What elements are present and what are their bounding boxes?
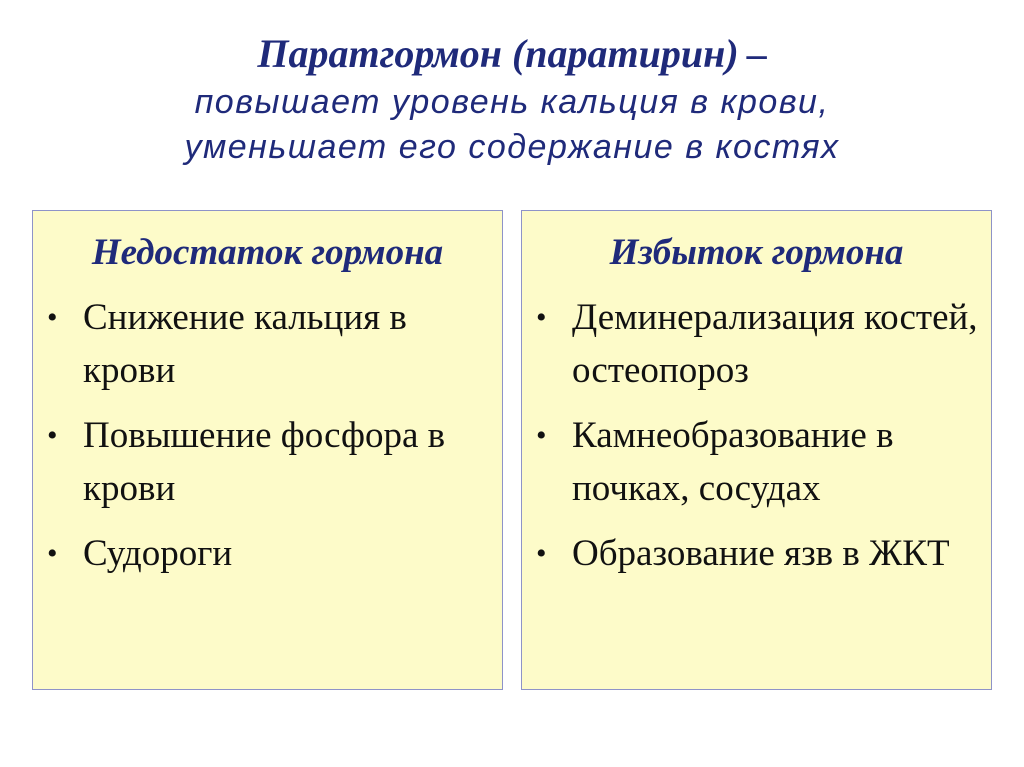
list-item — [522, 527, 991, 580]
bullet-icon: • — [47, 301, 58, 334]
list-item-text: Повышение фосфора в крови — [83, 415, 446, 509]
title-dash: – — [746, 31, 767, 76]
subtitle-line-2: уменьшает его содержание в костях — [184, 128, 840, 166]
list-item-text: Образование язв в ЖКТ — [572, 533, 950, 574]
deficiency-panel — [32, 210, 503, 690]
list-item — [33, 409, 502, 515]
list-item-text: Судороги — [83, 533, 233, 574]
deficiency-heading: Недостаток гормона — [91, 232, 444, 273]
deficiency-list — [33, 291, 502, 580]
page-title: Паратгормон (паратирин) — [257, 31, 739, 76]
excess-panel — [521, 210, 992, 690]
title-line-1 — [0, 28, 1024, 80]
bullet-icon: • — [536, 419, 547, 452]
list-item — [33, 527, 502, 580]
bullet-icon: • — [47, 537, 58, 570]
list-item — [522, 291, 991, 397]
list-item — [33, 291, 502, 397]
list-item-text: Деминерализация костей, остеопороз — [572, 297, 978, 391]
bullet-icon: • — [47, 419, 58, 452]
list-item — [522, 409, 991, 515]
list-item-text: Снижение кальция в крови — [83, 297, 407, 391]
bullet-icon: • — [536, 537, 547, 570]
excess-list — [522, 291, 991, 580]
title-block — [0, 28, 1024, 170]
subtitle-line-1: повышает уровень кальция в крови, — [194, 83, 830, 121]
bullet-icon: • — [536, 301, 547, 334]
list-item-text: Камнеобразование в почках, сосудах — [572, 415, 894, 509]
excess-heading: Избыток гормона — [609, 232, 904, 273]
